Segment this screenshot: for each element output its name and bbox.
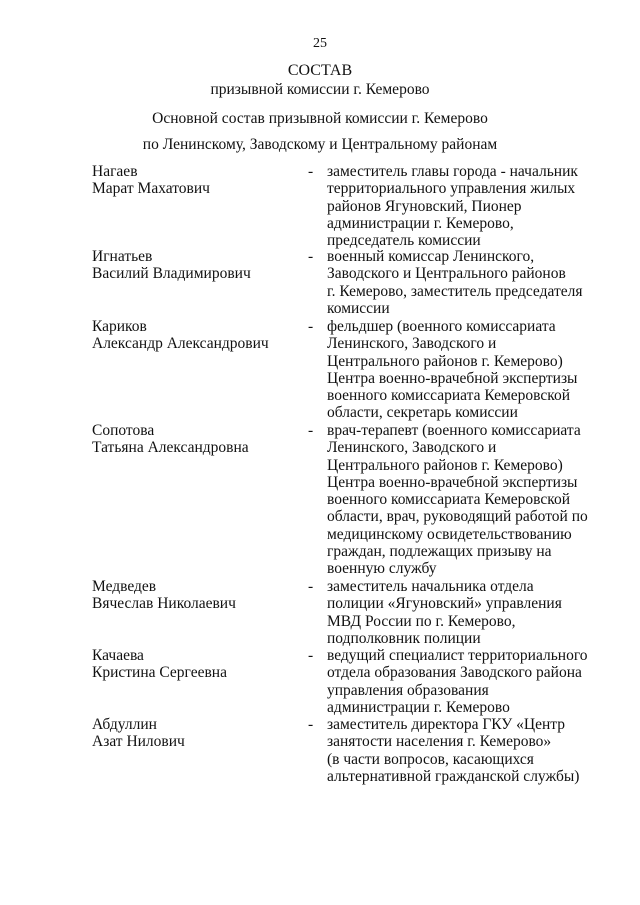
page-number: 25 [313,36,327,51]
member-given-name: Вячеслав Николаевич [92,595,236,613]
section-title: Основной состав призывной комиссии г. Кемерово [152,110,488,127]
member-surname: Медведев [92,578,157,595]
member-dash: - [308,647,314,664]
member-role: военный комиссар Ленинского, Заводского и Центрального районов г. Кемерово, заместитель председателя комиссии [327,248,583,317]
member-role: ведущий специалист территориального отдела образования Заводского района управления образования администрации г. Кемерово [327,647,588,716]
members-list [92,163,592,786]
section-subtitle: по Ленинскому, Заводскому и Центральному районам [142,136,498,153]
member-role: фельдшер (военного комиссариата Ленинского, Заводского и Центрального районов г. Кемерово) Центра военно-врачебной экспертизы военного комиссариата Кемеровской области, секретарь комиссии [327,318,578,422]
document-subtitle: призывной комиссии г. Кемерово [210,81,430,98]
document-title: СОСТАВ [287,62,353,79]
member-dash: - [308,716,314,733]
member-name [92,318,307,353]
member-role: заместитель начальника отдела полиции «Ягуновский» управления МВД России по г. Кемерово, подполковник полиции [327,578,562,647]
member-name [92,422,307,457]
member-given-name: Василий Владимирович [92,265,251,283]
member-role: заместитель главы города - начальник территориального управления жилых районов Ягуновский, Пионер администрации г. Кемерово, председатель комиссии [327,163,578,250]
member-name [92,716,307,751]
member-given-name: Марат Махатович [92,180,210,198]
member-entry [92,647,592,716]
member-given-name: Кристина Сергеевна [92,664,227,682]
member-surname: Игнатьев [92,248,153,265]
member-name [92,647,307,682]
member-entry [92,716,592,786]
member-surname: Сопотова [92,422,155,439]
member-role: врач-терапевт (военного комиссариата Ленинского, Заводского и Центрального районов г. Кемерово) Центра военно-врачебной экспертизы военного комиссариата Кемеровской области, врач, руководящий работой по медицинскому освидетельствованию граждан, подлежащих призыву на военную службу [327,422,588,578]
member-given-name: Татьяна Александровна [92,439,249,457]
member-name [92,578,307,613]
member-entry [92,422,592,578]
member-entry [92,318,592,422]
member-dash: - [308,422,314,439]
member-surname: Абдуллин [92,716,157,733]
member-entry [92,578,592,647]
member-name [92,248,307,283]
member-dash: - [308,163,314,180]
member-dash: - [308,318,314,335]
member-entry [92,163,592,248]
member-entry [92,248,592,318]
member-dash: - [308,248,314,265]
member-given-name: Александр Александрович [92,335,269,353]
member-role: заместитель директора ГКУ «Центр занятости населения г. Кемерово» (в части вопросов, касающихся альтернативной гражданской службы) [327,716,580,785]
member-given-name: Азат Нилович [92,733,185,751]
member-surname: Качаева [92,647,144,664]
member-name [92,163,307,198]
member-surname: Нагаев [92,163,138,180]
member-surname: Кариков [92,318,147,335]
member-dash: - [308,578,314,595]
